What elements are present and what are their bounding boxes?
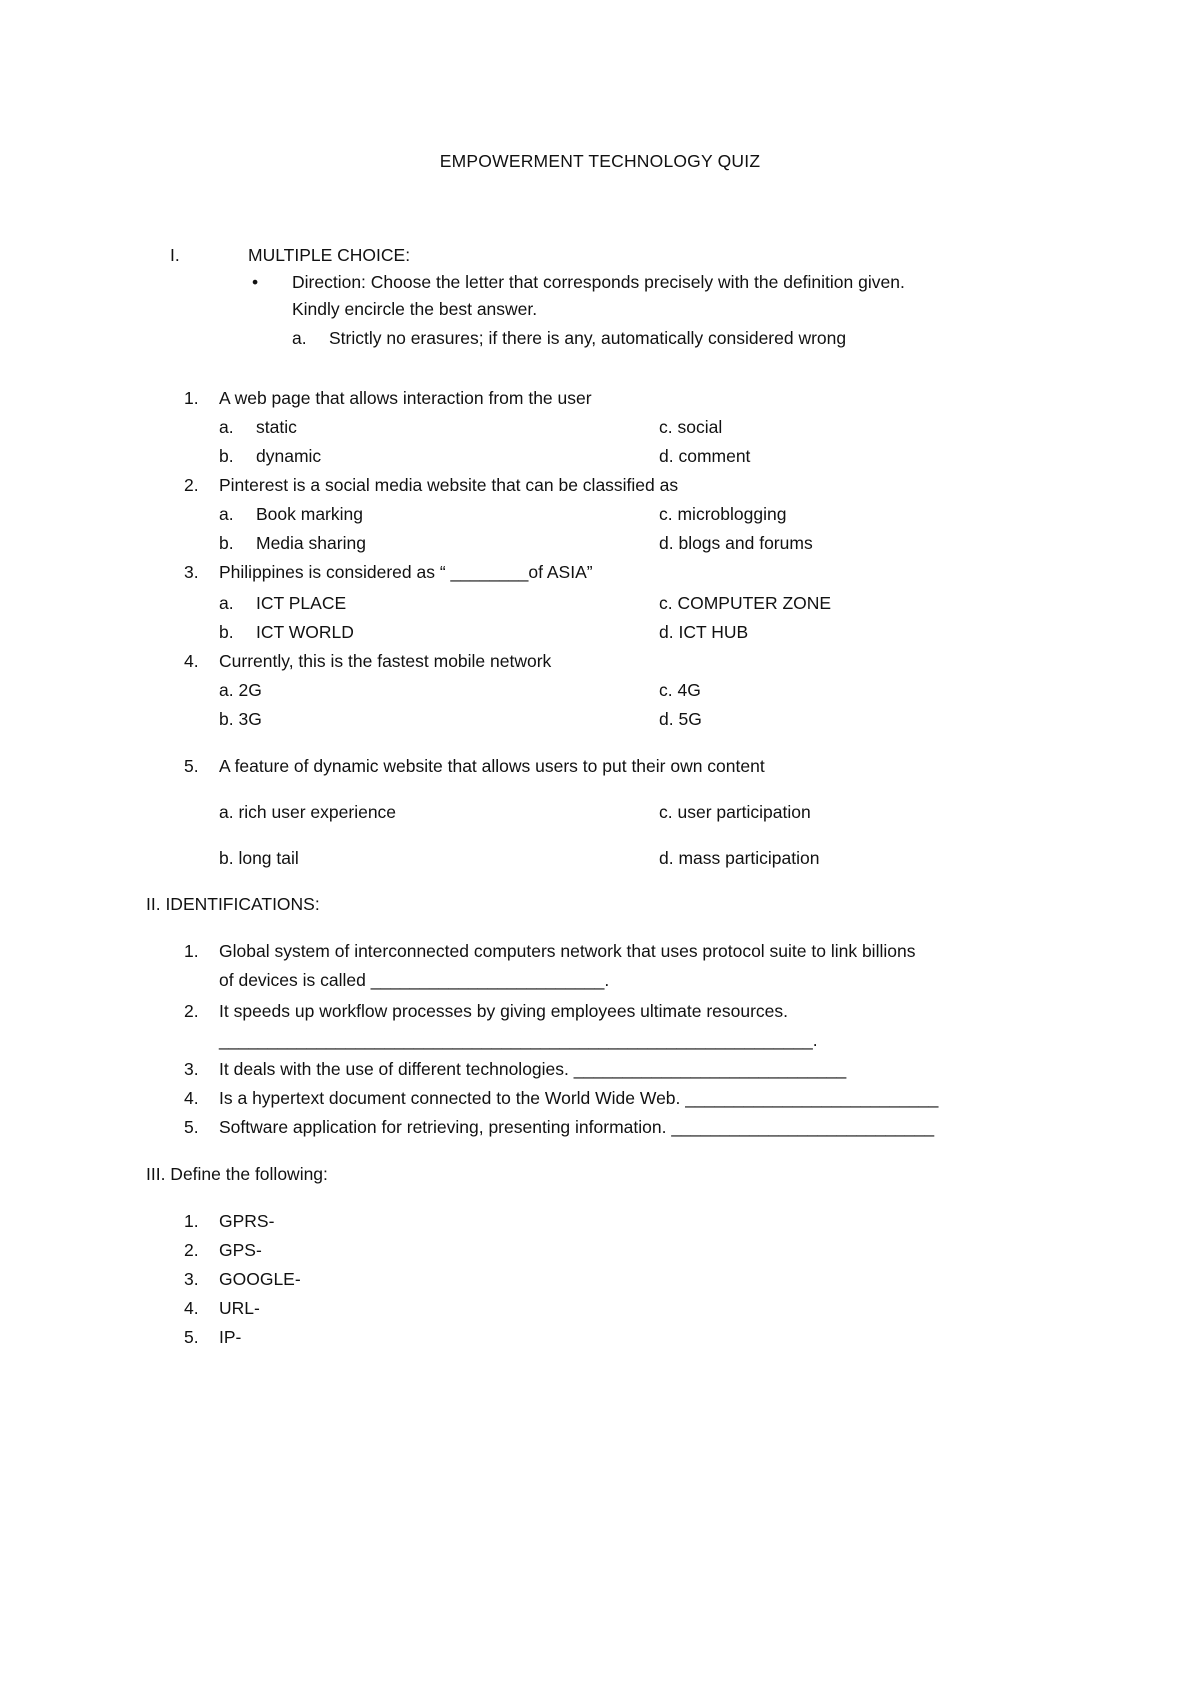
- choice-d: d. ICT HUB: [659, 622, 749, 642]
- choice-d: d. 5G: [659, 709, 702, 729]
- note-text: Strictly no erasures; if there is any, automatically considered wrong: [329, 328, 847, 348]
- choice-b: dynamic: [256, 446, 322, 466]
- choice-a: a. 2G: [219, 680, 262, 700]
- question-number: 5.: [184, 756, 199, 776]
- term: GPRS-: [219, 1211, 275, 1231]
- question-number: 2.: [184, 475, 199, 495]
- note-letter: a.: [292, 328, 307, 348]
- term: IP-: [219, 1327, 242, 1347]
- choice-letter: b.: [219, 533, 234, 553]
- choice-letter: a.: [219, 504, 234, 524]
- choice-d: d. blogs and forums: [659, 533, 813, 553]
- choice-b: b. long tail: [219, 848, 299, 868]
- question-text: A feature of dynamic website that allows users to put their own content: [219, 756, 765, 776]
- section-1-numeral: I.: [170, 245, 180, 265]
- item-number: 5.: [184, 1117, 199, 1137]
- term: URL-: [219, 1298, 260, 1318]
- choice-b: b. 3G: [219, 709, 262, 729]
- item-number: 5.: [184, 1327, 199, 1347]
- choice-b: ICT WORLD: [256, 622, 354, 642]
- identification-text: It speeds up workflow processes by giving employees ultimate resources.: [219, 1001, 789, 1021]
- item-number: 1.: [184, 941, 199, 961]
- identification-text: of devices is called ________________________.: [219, 970, 610, 990]
- choice-c: c. user participation: [659, 802, 811, 822]
- choice-a: ICT PLACE: [256, 593, 347, 613]
- choice-c: c. social: [659, 417, 723, 437]
- item-number: 3.: [184, 1269, 199, 1289]
- identification-text: _____________________________________________________________.: [219, 1030, 818, 1050]
- question-text: Pinterest is a social media website that can be classified as: [219, 475, 679, 495]
- item-number: 1.: [184, 1211, 199, 1231]
- question-text: Currently, this is the fastest mobile network: [219, 651, 552, 671]
- identification-text: Software application for retrieving, presenting information. ___________________________: [219, 1117, 935, 1137]
- page-title: EMPOWERMENT TECHNOLOGY QUIZ: [439, 151, 761, 171]
- item-number: 4.: [184, 1088, 199, 1108]
- term: GOOGLE-: [219, 1269, 301, 1289]
- choice-a: static: [256, 417, 297, 437]
- section-3-heading: III. Define the following:: [146, 1164, 328, 1184]
- choice-c: c. microblogging: [659, 504, 787, 524]
- choice-d: d. comment: [659, 446, 751, 466]
- question-text: Philippines is considered as “ ________of ASIA”: [219, 562, 593, 582]
- item-number: 4.: [184, 1298, 199, 1318]
- choice-letter: b.: [219, 446, 234, 466]
- direction-line-1: Direction: Choose the letter that corresponds precisely with the definition given.: [292, 272, 905, 292]
- item-number: 2.: [184, 1001, 199, 1021]
- section-1-heading: MULTIPLE CHOICE:: [248, 245, 411, 265]
- term: GPS-: [219, 1240, 262, 1260]
- choice-c: c. 4G: [659, 680, 701, 700]
- choice-letter: a.: [219, 593, 234, 613]
- choice-letter: b.: [219, 622, 234, 642]
- choice-c: c. COMPUTER ZONE: [659, 593, 832, 613]
- question-text: A web page that allows interaction from the user: [219, 388, 592, 408]
- identification-text: Global system of interconnected computers network that uses protocol suite to link billions: [219, 941, 916, 961]
- identification-text: It deals with the use of different technologies. ____________________________: [219, 1059, 847, 1079]
- choice-a: Book marking: [256, 504, 363, 524]
- question-number: 4.: [184, 651, 199, 671]
- item-number: 2.: [184, 1240, 199, 1260]
- choice-b: Media sharing: [256, 533, 366, 553]
- bullet-icon: •: [252, 272, 259, 292]
- choice-d: d. mass participation: [659, 848, 820, 868]
- section-2-heading: II. IDENTIFICATIONS:: [146, 894, 320, 914]
- identification-text: Is a hypertext document connected to the World Wide Web. __________________________: [219, 1088, 939, 1108]
- question-number: 1.: [184, 388, 199, 408]
- choice-a: a. rich user experience: [219, 802, 397, 822]
- question-number: 3.: [184, 562, 199, 582]
- direction-line-2: Kindly encircle the best answer.: [292, 299, 538, 319]
- item-number: 3.: [184, 1059, 199, 1079]
- choice-letter: a.: [219, 417, 234, 437]
